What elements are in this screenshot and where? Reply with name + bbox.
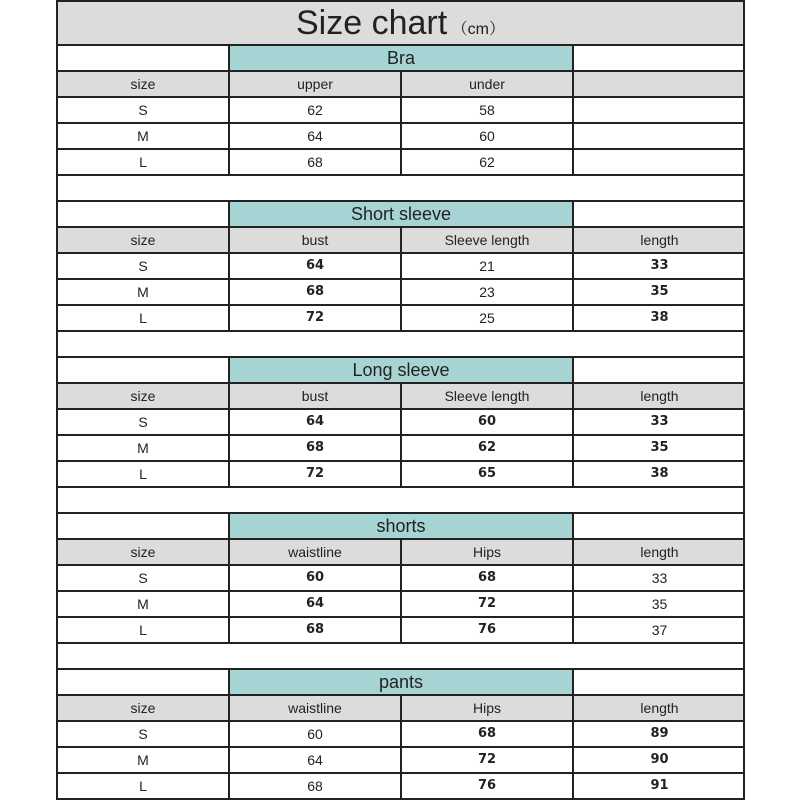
value-cell: 64 bbox=[230, 124, 402, 148]
size-cell: L bbox=[58, 306, 230, 330]
category-label: pants bbox=[230, 670, 574, 694]
value-cell: 35 bbox=[651, 596, 668, 612]
size-cell: S bbox=[58, 254, 230, 278]
value-cell: 33 bbox=[650, 414, 669, 429]
empty-cell bbox=[574, 202, 745, 226]
chart-title bbox=[58, 0, 743, 46]
column-header: length bbox=[640, 544, 679, 560]
empty-cell bbox=[574, 358, 745, 382]
empty-cell bbox=[58, 514, 230, 538]
value-cell: 35 bbox=[650, 284, 669, 299]
value-cell: 38 bbox=[650, 466, 669, 481]
column-header: bust bbox=[230, 384, 402, 408]
value-cell: 72 bbox=[402, 592, 574, 616]
size-cell: S bbox=[58, 566, 230, 590]
size-cell: M bbox=[58, 280, 230, 304]
value-cell: 21 bbox=[402, 254, 574, 278]
size-cell: M bbox=[58, 124, 230, 148]
value-cell bbox=[574, 124, 745, 148]
header-row bbox=[58, 384, 743, 410]
column-header: Sleeve length bbox=[402, 228, 574, 252]
value-cell: 62 bbox=[230, 98, 402, 122]
column-header: Hips bbox=[402, 540, 574, 564]
category-label: shorts bbox=[230, 514, 574, 538]
spacer-row bbox=[58, 332, 743, 358]
value-cell: 76 bbox=[402, 618, 574, 642]
value-cell: 68 bbox=[402, 722, 574, 746]
table-row bbox=[58, 592, 743, 618]
value-cell: 35 bbox=[650, 440, 669, 455]
size-cell: S bbox=[58, 410, 230, 434]
value-cell: 68 bbox=[230, 774, 402, 798]
value-cell: 60 bbox=[402, 410, 574, 434]
value-cell: 60 bbox=[230, 566, 402, 590]
column-header bbox=[574, 72, 745, 96]
value-cell: 64 bbox=[230, 410, 402, 434]
value-cell: 62 bbox=[402, 150, 574, 174]
value-cell: 90 bbox=[650, 752, 669, 767]
value-cell: 76 bbox=[402, 774, 574, 798]
size-cell: L bbox=[58, 618, 230, 642]
category-row bbox=[58, 514, 743, 540]
chart-title-text: Size chart bbox=[296, 4, 448, 42]
value-cell: 68 bbox=[230, 150, 402, 174]
size-cell: S bbox=[58, 98, 230, 122]
value-cell: 68 bbox=[230, 436, 402, 460]
value-cell: 65 bbox=[402, 462, 574, 486]
column-header: length bbox=[640, 700, 679, 716]
column-header: size bbox=[58, 696, 230, 720]
chart-title-unit: （cm） bbox=[451, 21, 505, 38]
column-header: bust bbox=[230, 228, 402, 252]
category-row bbox=[58, 670, 743, 696]
header-row bbox=[58, 72, 743, 98]
category-row bbox=[58, 202, 743, 228]
value-cell: 58 bbox=[402, 98, 574, 122]
value-cell: 25 bbox=[402, 306, 574, 330]
category-label: Long sleeve bbox=[230, 358, 574, 382]
empty-cell bbox=[58, 670, 230, 694]
spacer-row bbox=[58, 488, 743, 514]
value-cell: 62 bbox=[402, 436, 574, 460]
table-row bbox=[58, 410, 743, 436]
category-row bbox=[58, 46, 743, 72]
size-cell: L bbox=[58, 150, 230, 174]
column-header: size bbox=[58, 72, 230, 96]
value-cell: 38 bbox=[650, 310, 669, 325]
table-row bbox=[58, 722, 743, 748]
size-cell: L bbox=[58, 774, 230, 798]
empty-cell bbox=[58, 202, 230, 226]
empty-cell bbox=[574, 670, 745, 694]
column-header: size bbox=[58, 228, 230, 252]
header-row bbox=[58, 228, 743, 254]
column-header: length bbox=[640, 388, 679, 404]
table-row bbox=[58, 748, 743, 774]
table-row bbox=[58, 254, 743, 280]
value-cell: 72 bbox=[402, 748, 574, 772]
value-cell: 89 bbox=[650, 726, 669, 741]
value-cell: 33 bbox=[651, 570, 668, 586]
value-cell: 68 bbox=[230, 280, 402, 304]
value-cell: 64 bbox=[230, 254, 402, 278]
value-cell: 23 bbox=[402, 280, 574, 304]
category-label: Bra bbox=[230, 46, 574, 70]
size-cell: S bbox=[58, 722, 230, 746]
column-header: size bbox=[58, 540, 230, 564]
category-label: Short sleeve bbox=[230, 202, 574, 226]
value-cell bbox=[574, 150, 745, 174]
column-header: Hips bbox=[402, 696, 574, 720]
empty-cell bbox=[574, 514, 745, 538]
header-row bbox=[58, 540, 743, 566]
header-row bbox=[58, 696, 743, 722]
value-cell bbox=[574, 98, 745, 122]
table-row bbox=[58, 774, 743, 800]
value-cell: 68 bbox=[230, 618, 402, 642]
category-row bbox=[58, 358, 743, 384]
size-cell: M bbox=[58, 436, 230, 460]
table-row bbox=[58, 280, 743, 306]
value-cell: 64 bbox=[230, 748, 402, 772]
value-cell: 33 bbox=[650, 258, 669, 273]
column-header: length bbox=[640, 232, 679, 248]
value-cell: 60 bbox=[402, 124, 574, 148]
column-header: upper bbox=[230, 72, 402, 96]
column-header: under bbox=[402, 72, 574, 96]
table-row bbox=[58, 566, 743, 592]
value-cell: 37 bbox=[651, 622, 668, 638]
empty-cell bbox=[58, 358, 230, 382]
size-cell: L bbox=[58, 462, 230, 486]
value-cell: 64 bbox=[230, 592, 402, 616]
value-cell: 72 bbox=[230, 306, 402, 330]
column-header: waistline bbox=[230, 540, 402, 564]
table-row bbox=[58, 436, 743, 462]
column-header: Sleeve length bbox=[402, 384, 574, 408]
empty-cell bbox=[574, 46, 745, 70]
value-cell: 72 bbox=[230, 462, 402, 486]
value-cell: 60 bbox=[230, 722, 402, 746]
size-cell: M bbox=[58, 748, 230, 772]
table-row bbox=[58, 150, 743, 176]
table-row bbox=[58, 618, 743, 644]
empty-cell bbox=[58, 46, 230, 70]
column-header: size bbox=[58, 384, 230, 408]
size-cell: M bbox=[58, 592, 230, 616]
spacer-row bbox=[58, 176, 743, 202]
table-row bbox=[58, 306, 743, 332]
table-row bbox=[58, 124, 743, 150]
column-header: waistline bbox=[230, 696, 402, 720]
value-cell: 91 bbox=[650, 778, 669, 793]
value-cell: 68 bbox=[402, 566, 574, 590]
table-row bbox=[58, 462, 743, 488]
size-chart-table bbox=[56, 0, 745, 800]
spacer-row bbox=[58, 644, 743, 670]
table-row bbox=[58, 98, 743, 124]
